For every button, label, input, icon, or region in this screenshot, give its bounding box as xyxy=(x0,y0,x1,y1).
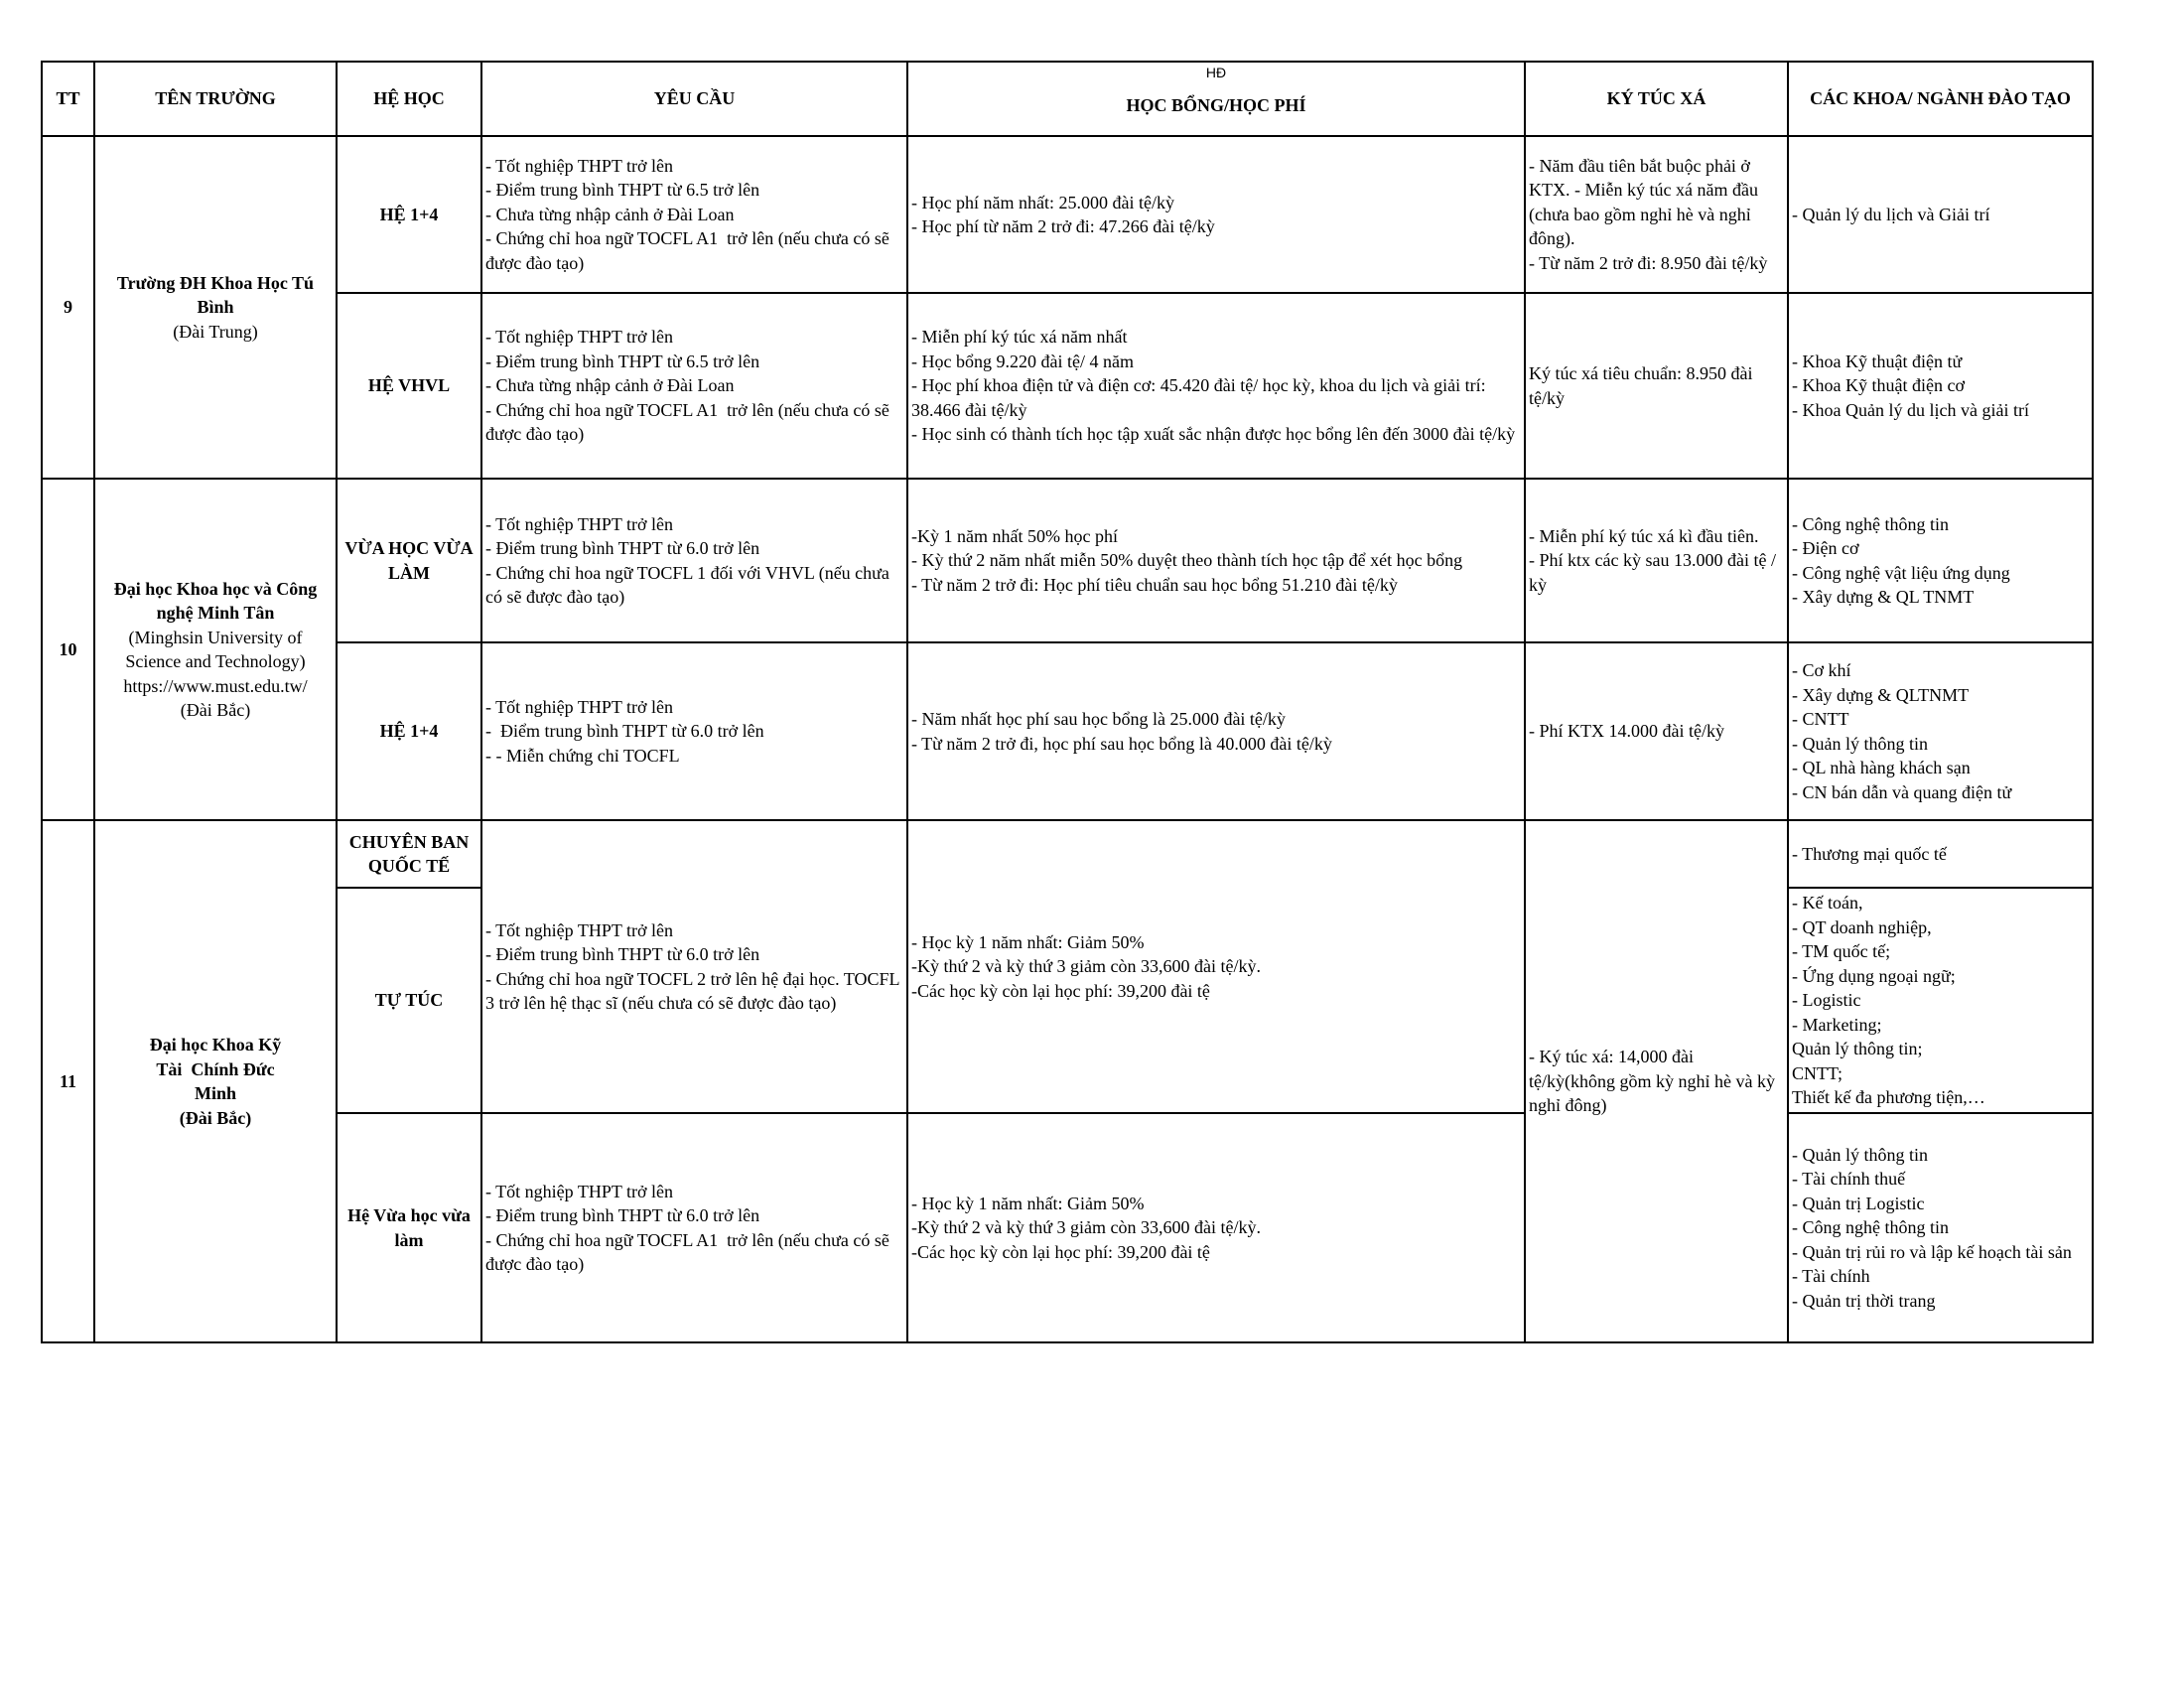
school-11-program-2: Hệ Vừa học vừa làm xyxy=(337,1113,481,1342)
school-9-program-2-majors xyxy=(1788,293,2093,479)
text-line: Bình xyxy=(197,297,234,318)
text-line: - Tài chính xyxy=(1792,1266,1870,1287)
text-line: - Điểm trung bình THPT từ 6.0 trở lên xyxy=(485,538,760,558)
school-10-program-2: HỆ 1+4 xyxy=(337,642,481,820)
text-line: - Học phí từ năm 2 trở đi: 47.266 đài tệ/kỳ xyxy=(911,216,1215,236)
school-11-program-1-tuition xyxy=(907,820,1525,1113)
text-line: - Quản lý thông tin xyxy=(1792,1144,1928,1165)
text-line: - Công nghệ thông tin xyxy=(1792,1217,1949,1238)
school-9-name xyxy=(98,271,333,320)
text-line: - Phí KTX 14.000 đài tệ/kỳ xyxy=(1529,721,1724,742)
text-line: - Công nghệ thông tin xyxy=(1792,513,1949,534)
text-line: - Quản trị rủi ro và lập kế hoạch tài sản xyxy=(1792,1241,2072,1262)
text-line: - QT doanh nghiệp, xyxy=(1792,916,1932,937)
school-9-program-1-majors xyxy=(1788,136,2093,293)
text-line: - Năm đầu tiên bắt buộc phải ở KTX. - Miễn ký túc xá năm đầu (chưa bao gồm nghỉ hè và nghỉ đông). xyxy=(1529,155,1763,249)
school-11-number: 11 xyxy=(42,820,94,1342)
scholarship-table xyxy=(41,61,2094,1343)
text-line: Trường ĐH Khoa Học Tú xyxy=(116,272,315,293)
text-line: - Thương mại quốc tế xyxy=(1792,843,1947,864)
text-line: - Ký túc xá: 14,000 đài tệ/kỳ(không gồm kỳ nghỉ hè và kỳ nghỉ đông) xyxy=(1529,1047,1780,1116)
text-line: (Đài Bắc) xyxy=(179,1107,252,1128)
text-line: - Tốt nghiệp THPT trở lên xyxy=(485,327,674,348)
school-11-dorm xyxy=(1525,820,1788,1342)
text-line: - Marketing; xyxy=(1792,1014,1882,1035)
text-line: - Học kỳ 1 năm nhất: Giảm 50% xyxy=(911,931,1145,952)
text-line: - Chưa từng nhập cảnh ở Đài Loan xyxy=(485,204,735,224)
school-11-program-1-requirements xyxy=(481,820,907,1113)
school-9-program-1-tuition xyxy=(907,136,1525,293)
text-line: Đại học Khoa Kỹ xyxy=(149,1035,282,1055)
text-line: - Tốt nghiệp THPT trở lên xyxy=(485,155,674,176)
school-9-program-1-requirements xyxy=(481,136,907,293)
text-line: - Điểm trung bình THPT từ 6.5 trở lên xyxy=(485,351,760,371)
school-9-row-2 xyxy=(42,293,2093,479)
text-line: Minh xyxy=(194,1083,236,1103)
text-line: - Tài chính thuế xyxy=(1792,1169,1906,1190)
text-line: -Các học kỳ còn lại học phí: 39,200 đài tệ xyxy=(911,980,1210,1001)
school-10-program-1-requirements xyxy=(481,479,907,642)
text-line: - Từ năm 2 trở đi, học phí sau học bổng là 40.000 đài tệ/kỳ xyxy=(911,733,1332,754)
school-9-program-2-tuition xyxy=(907,293,1525,479)
text-line: Quản lý thông tin; xyxy=(1792,1039,1923,1059)
text-line: - Điểm trung bình THPT từ 6.5 trở lên xyxy=(485,180,760,201)
text-line: - Chứng chỉ hoa ngữ TOCFL 1 đối với VHVL (nếu chưa có sẽ được đào tạo) xyxy=(485,562,894,607)
header-school: TÊN TRƯỜNG xyxy=(94,62,337,136)
header-tuition-tag: HĐ xyxy=(1205,65,1227,80)
school-10-row-1 xyxy=(42,479,2093,642)
header-tt: TT xyxy=(42,62,94,136)
text-line: - - Miễn chứng chỉ TOCFL xyxy=(485,745,680,766)
school-10-program-1-dorm xyxy=(1525,479,1788,642)
text-line: -Kỳ thứ 2 và kỳ thứ 3 giảm còn 33,600 đài tệ/kỳ. xyxy=(911,956,1261,977)
text-line: - Từ năm 2 trở đi: Học phí tiêu chuẩn sau học bổng 51.210 đài tệ/kỳ xyxy=(911,574,1398,595)
text-line: - Điểm trung bình THPT từ 6.0 trở lên xyxy=(485,1205,760,1225)
school-9-details xyxy=(98,320,333,345)
school-9-program-2-requirements xyxy=(481,293,907,479)
school-11-name xyxy=(98,1033,333,1130)
text-line: -Các học kỳ còn lại học phí: 39,200 đài tệ xyxy=(911,1241,1210,1262)
text-line: Tài Chính Đức xyxy=(156,1058,275,1079)
school-10-program-2-requirements xyxy=(481,642,907,820)
text-line: nghệ Minh Tân xyxy=(156,603,275,623)
text-line: - Quản lý thông tin xyxy=(1792,733,1928,754)
school-11-program-0: CHUYÊN BAN QUỐC TẾ xyxy=(337,820,481,888)
header-tuition-label: HỌC BỔNG/HỌC PHÍ xyxy=(1126,95,1306,116)
school-11-program-1: TỰ TÚC xyxy=(337,888,481,1113)
text-line: - Ứng dụng ngoại ngữ; xyxy=(1792,965,1956,986)
text-line: - Từ năm 2 trở đi: 8.950 đài tệ/kỳ xyxy=(1529,252,1768,273)
text-line: Ký túc xá tiêu chuẩn: 8.950 đài tệ/kỳ xyxy=(1529,363,1757,408)
header-requirements: YÊU CẦU xyxy=(481,62,907,136)
school-10-program-2-dorm xyxy=(1525,642,1788,820)
school-10-row-2 xyxy=(42,642,2093,820)
text-line: Science and Technology) xyxy=(125,651,306,671)
text-line: - Khoa Quản lý du lịch và giải trí xyxy=(1792,399,2029,420)
text-line: - Điểm trung bình THPT từ 6.0 trở lên xyxy=(485,721,764,742)
text-line: - Năm nhất học phí sau học bổng là 25.000 đài tệ/kỳ xyxy=(911,709,1286,729)
school-11-row-0 xyxy=(42,820,2093,888)
school-11-program-2-requirements xyxy=(481,1113,907,1342)
text-line: - Học kỳ 1 năm nhất: Giảm 50% xyxy=(911,1193,1145,1213)
text-line: - QL nhà hàng khách sạn xyxy=(1792,758,1971,777)
school-9-program-2-dorm xyxy=(1525,293,1788,479)
text-line: - Quản trị thời trang xyxy=(1792,1290,1936,1311)
text-line: - Kế toán, xyxy=(1792,893,1863,914)
text-line: - Chứng chỉ hoa ngữ TOCFL A1 trở lên (nếu chưa có sẽ được đào tạo) xyxy=(485,228,894,273)
text-line: - Chứng chỉ hoa ngữ TOCFL A1 trở lên (nếu chưa có sẽ được đào tạo) xyxy=(485,399,894,445)
text-line: - Chưa từng nhập cảnh ở Đài Loan xyxy=(485,375,735,396)
text-line: - Miễn phí ký túc xá kì đầu tiên. xyxy=(1529,525,1759,546)
school-9-name-cell xyxy=(94,136,337,479)
text-line: - Chứng chỉ hoa ngữ TOCFL 2 trở lên hệ đại học. TOCFL 3 trở lên hệ thạc sĩ (nếu chưa có sẽ được đào tạo) xyxy=(485,968,904,1013)
text-line: - Điểm trung bình THPT từ 6.0 trở lên xyxy=(485,944,760,964)
text-line: - CNTT xyxy=(1792,709,1849,729)
text-line: https://www.must.edu.tw/ xyxy=(123,675,308,696)
header-majors: CÁC KHOA/ NGÀNH ĐÀO TẠO xyxy=(1788,62,2093,136)
header-program: HỆ HỌC xyxy=(337,62,481,136)
school-10-name-cell xyxy=(94,479,337,820)
text-line: -Kỳ 1 năm nhất 50% học phí xyxy=(911,525,1118,546)
header-row xyxy=(42,62,2093,136)
text-line: - Quản trị Logistic xyxy=(1792,1193,1925,1213)
school-11-program-1-majors xyxy=(1788,888,2093,1113)
school-10-name xyxy=(98,577,333,626)
school-10-program-2-tuition xyxy=(907,642,1525,820)
school-9-program-1-dorm xyxy=(1525,136,1788,293)
school-10-number: 10 xyxy=(42,479,94,820)
school-10-details xyxy=(98,626,333,723)
school-9-number: 9 xyxy=(42,136,94,479)
text-line: - Học phí khoa điện tử và điện cơ: 45.420 đài tệ/ học kỳ, khoa du lịch và giải trí: 38.466 đài tệ/kỳ xyxy=(911,375,1491,420)
header-dorm: KÝ TÚC XÁ xyxy=(1525,62,1788,136)
school-9-row-1 xyxy=(42,136,2093,293)
text-line: - Tốt nghiệp THPT trở lên xyxy=(485,696,674,717)
text-line: - Miễn phí ký túc xá năm nhất xyxy=(911,327,1128,348)
text-line: - Tốt nghiệp THPT trở lên xyxy=(485,513,674,534)
text-line: - Điện cơ xyxy=(1792,538,1859,558)
school-10-program-1-majors xyxy=(1788,479,2093,642)
text-line: - Học bổng 9.220 đài tệ/ 4 năm xyxy=(911,351,1134,371)
text-line: - Công nghệ vật liệu ứng dụng xyxy=(1792,562,2010,583)
text-line: - Cơ khí xyxy=(1792,660,1851,680)
school-10-program-1: VỪA HỌC VỪA LÀM xyxy=(337,479,481,642)
school-10-program-1-tuition xyxy=(907,479,1525,642)
text-line: - TM quốc tế; xyxy=(1792,941,1891,962)
text-line: Đại học Khoa học và Công xyxy=(113,578,318,599)
text-line: - Học sinh có thành tích học tập xuất sắc nhận được học bổng lên đến 3000 đài tệ/kỳ xyxy=(911,424,1516,445)
text-line: - Khoa Kỹ thuật điện tử xyxy=(1792,351,1963,371)
school-10-program-2-majors xyxy=(1788,642,2093,820)
text-line: - Tốt nghiệp THPT trở lên xyxy=(485,919,674,940)
text-line: - Kỳ thứ 2 năm nhất miễn 50% duyệt theo thành tích học tập để xét học bổng xyxy=(911,550,1463,571)
text-line: - CN bán dẫn và quang điện tử xyxy=(1792,781,2012,802)
school-9-program-1: HỆ 1+4 xyxy=(337,136,481,293)
text-line: - Phí ktx các kỳ sau 13.000 đài tệ / kỳ xyxy=(1529,550,1781,595)
text-line: - Xây dựng & QL TNMT xyxy=(1792,587,1975,607)
school-11-program-2-tuition xyxy=(907,1113,1525,1342)
text-line: - Chứng chỉ hoa ngữ TOCFL A1 trở lên (nếu chưa có sẽ được đào tạo) xyxy=(485,1229,894,1274)
text-line: CNTT; xyxy=(1792,1062,1843,1083)
school-11-program-2-majors xyxy=(1788,1113,2093,1342)
school-9-program-2: HỆ VHVL xyxy=(337,293,481,479)
text-line: - Logistic xyxy=(1792,990,1861,1011)
school-11-name-cell xyxy=(94,820,337,1342)
text-line: (Minghsin University of xyxy=(128,627,303,647)
text-line: - Khoa Kỹ thuật điện cơ xyxy=(1792,375,1965,396)
text-line: - Học phí năm nhất: 25.000 đài tệ/kỳ xyxy=(911,192,1174,212)
text-line: (Đài Bắc) xyxy=(180,700,251,720)
text-line: - Tốt nghiệp THPT trở lên xyxy=(485,1181,674,1201)
header-tuition xyxy=(907,62,1525,136)
text-line: (Đài Trung) xyxy=(173,321,258,342)
text-line: - Quản lý du lịch và Giải trí xyxy=(1792,204,1990,224)
school-11-program-0-majors xyxy=(1788,820,2093,888)
text-line: - Xây dựng & QLTNMT xyxy=(1792,684,1970,705)
text-line: -Kỳ thứ 2 và kỳ thứ 3 giảm còn 33,600 đài tệ/kỳ. xyxy=(911,1217,1261,1238)
text-line: Thiết kế đa phương tiện,… xyxy=(1792,1087,1985,1108)
